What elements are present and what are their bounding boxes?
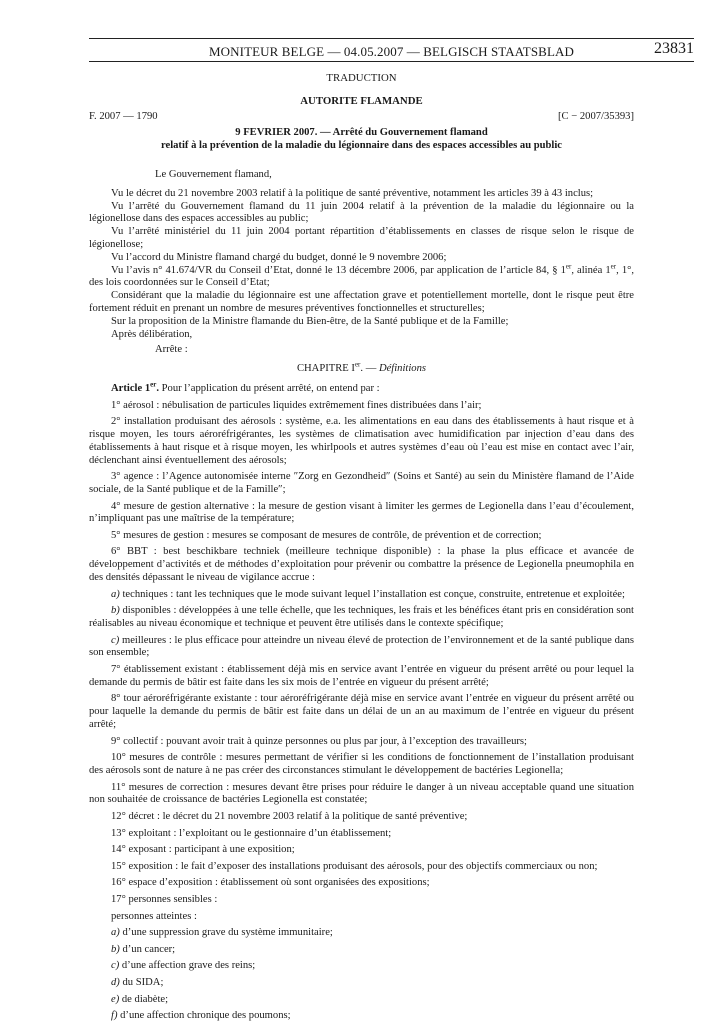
authority-heading: AUTORITE FLAMANDE (300, 94, 423, 107)
definition-item: 10° mesures de contrôle : mesures permettant de vérifier si les conditions de fonctionnement de l’installation produisant des aérosols sont de nature à ne pas créer des circonstances stimulant le développement de bactéries Legionella; (89, 752, 634, 777)
traduction-label: TRADUCTION (326, 72, 397, 84)
definition-item: 2° installation produisant des aérosols : système, e.a. les alimentations en eau dans des établissements à haut risque et à risque moyen, les tours aéroréfrigérantes, les systèmes de climatisation avec humidification par injection d’eau dans des établissements à haut risque et à risque moyen, les whirlpools et autres systèmes d’eau où l’eau est mise en contact avec l’air, déclenchant ainsi éventuellement des aérosols; (89, 416, 634, 466)
preamble-government: Le Gouvernement flamand, (155, 168, 272, 180)
header-top-rule (89, 38, 694, 39)
page-number: 23831 (654, 40, 694, 57)
sensitive-person-condition: c) d’une affection grave des reins; (111, 960, 256, 972)
reference-line (89, 111, 634, 124)
definition-item: 13° exploitant : l’exploitant ou le gestionnaire d’un établissement; (111, 827, 392, 839)
definition-item: 15° exposition : le fait d’exposer des installations produisant des aérosols, pour des objectifs commerciaux ou non; (111, 860, 598, 872)
definition-subitem: b) disponibles : développées à une telle échelle, que les techniques, les frais et les bénéfices étant pris en considération sont réalisables au niveau économique et technique et peuvent être utilisés dans le contexte spécifique; (89, 605, 634, 630)
definition-item: 7° établissement existant : établissement déjà mis en service avant l’entrée en vigueur du présent arrêté ou pour lequel la demande du permis de bâtir est faite dans les six mois de l’entrée en vigueur du présent arrêté; (89, 664, 634, 688)
sensitive-persons-intro: personnes atteintes : (111, 910, 197, 922)
reference-right: [C − 2007/35393] (557, 110, 634, 122)
journal-header-title: MONITEUR BELGE — 04.05.2007 — BELGISCH STAATSBLAD (209, 44, 574, 59)
sensitive-person-condition: e) de diabète; (111, 993, 169, 1005)
preamble-vu-arrete: Vu l’arrêté du Gouvernement flamand du 11 juin 2004 relatif à la prévention de la maladie du légionnaire ou la légionellose dans des espaces accessibles au public; (89, 200, 634, 225)
sensitive-person-condition: d) du SIDA; (111, 976, 164, 988)
preamble-vu-arrete-ministeriel: Vu l’arrêté ministériel du 11 juin 2004 portant répartition d’établissements en classes de risque selon le risque de légionellose; (89, 226, 634, 250)
definition-item: 1° aérosol : nébulisation de particules liquides extrêmement fines distribuées dans l’air; (111, 399, 482, 411)
document-body (89, 72, 634, 1027)
preamble-vu-decret: Vu le décret du 21 novembre 2003 relatif à la politique de santé préventive, notamment les articles 39 à 43 inclus; (111, 187, 594, 199)
preamble-proposition: Sur la proposition de la Ministre flamande du Bien-être, de la Santé publique et de la Famille; (111, 315, 509, 327)
definition-subitem: c) meilleures : le plus efficace pour atteindre un niveau élevé de protection de l’environnement et de la santé publique dans son ensemble; (89, 634, 634, 659)
decree-title (89, 127, 634, 153)
definition-item: 12° décret : le décret du 21 novembre 2003 relatif à la politique de santé préventive; (111, 811, 468, 822)
preamble-arrete: Arrête : (155, 344, 188, 356)
definition-item: 3° agence : l’Agence autonomisée interne ″Zorg en Gezondheid″ (Soins et Santé) au sein du Ministère flamand de l’Aide sociale, de la Santé publique et de la Famille″; (89, 471, 634, 495)
preamble-considerant: Considérant que la maladie du légionnaire est une affectation grave et potentiellement mortelle, dont le risque peut être fortement réduit en prenant un nombre de mesures préventives fonctionnelles et structurelles; (89, 290, 634, 314)
article-1-intro: Article 1er. Pour l’application du présent arrêté, on entend par : (111, 380, 380, 394)
reference-left: F. 2007 — 1790 (89, 110, 158, 122)
decree-title-line2: relatif à la prévention de la maladie du légionnaire dans des espaces accessibles au public (160, 140, 562, 152)
definition-item: 8° tour aéroréfrigérante existante : tour aéroréfrigérante déjà mise en service avant l’entrée en vigueur du présent arrêté ou pour laquelle la demande du permis de bâtir est faite dans un délai de un an au maximum de l’entrée en vigueur du présent arrêté; (89, 693, 634, 731)
definition-item: 5° mesures de gestion : mesures se composant de mesures de contrôle, de prévention et de correction; (111, 529, 542, 541)
decree-title-line1: 9 FEVRIER 2007. — Arrêté du Gouvernement flamand (235, 127, 488, 139)
chapter-heading: CHAPITRE Ier. — Définitions (296, 360, 427, 375)
sensitive-person-condition: f) d’une affection chronique des poumons; (111, 1010, 291, 1022)
definition-item: 9° collectif : pouvant avoir trait à quinze personnes ou plus par jour, à l’exception des travailleurs; (111, 735, 527, 747)
definition-item: 14° exposant : participant à une exposition; (111, 844, 295, 856)
definition-item: 6° BBT : best beschikbare techniek (meilleure technique disponible) : la phase la plus efficace et avancée de développement d’activités et de méthodes d’exploitation pour prévenir ou combattre la présence de Legionella pneumophila en des densités dépassant le niveau de vigilance accrue : (89, 546, 634, 584)
preamble-deliberation: Après délibération, (111, 328, 193, 340)
definition-item: 11° mesures de correction : mesures devant être prises pour réduire le danger à un niveau acceptable quand une situation non souhaitée de croissance de bactéries Legionella est constatée; (89, 781, 634, 806)
definition-subitem: a) techniques : tant les techniques que le mode suivant lequel l’installation est conçue, construite, entretenue et exploitée; (111, 588, 625, 600)
sensitive-person-condition: a) d’une suppression grave du système immunitaire; (111, 927, 333, 939)
preamble-vu-avis: Vu l’avis n° 41.674/VR du Conseil d’Etat, donné le 13 décembre 2006, par application de l’article 84, § 1er, alinéa 1er, 1°, des lois coordonnées sur le Conseil d’Etat; (89, 262, 634, 289)
definition-item: 4° mesure de gestion alternative : la mesure de gestion visant à limiter les germes de Legionella dans l’eau d’écoulement, n’impliquant pas une maîtrise de la température; (89, 500, 634, 525)
header-bottom-rule (89, 61, 694, 62)
definition-item: 16° espace d’exposition : établissement où sont organisées des expositions; (111, 877, 430, 889)
preamble-vu-accord: Vu l’accord du Ministre flamand chargé du budget, donné le 9 novembre 2006; (111, 251, 447, 263)
sensitive-person-condition: b) d’un cancer; (111, 943, 176, 955)
definition-item: 17° personnes sensibles : (111, 893, 218, 905)
article-label: Article 1er. (111, 380, 159, 394)
